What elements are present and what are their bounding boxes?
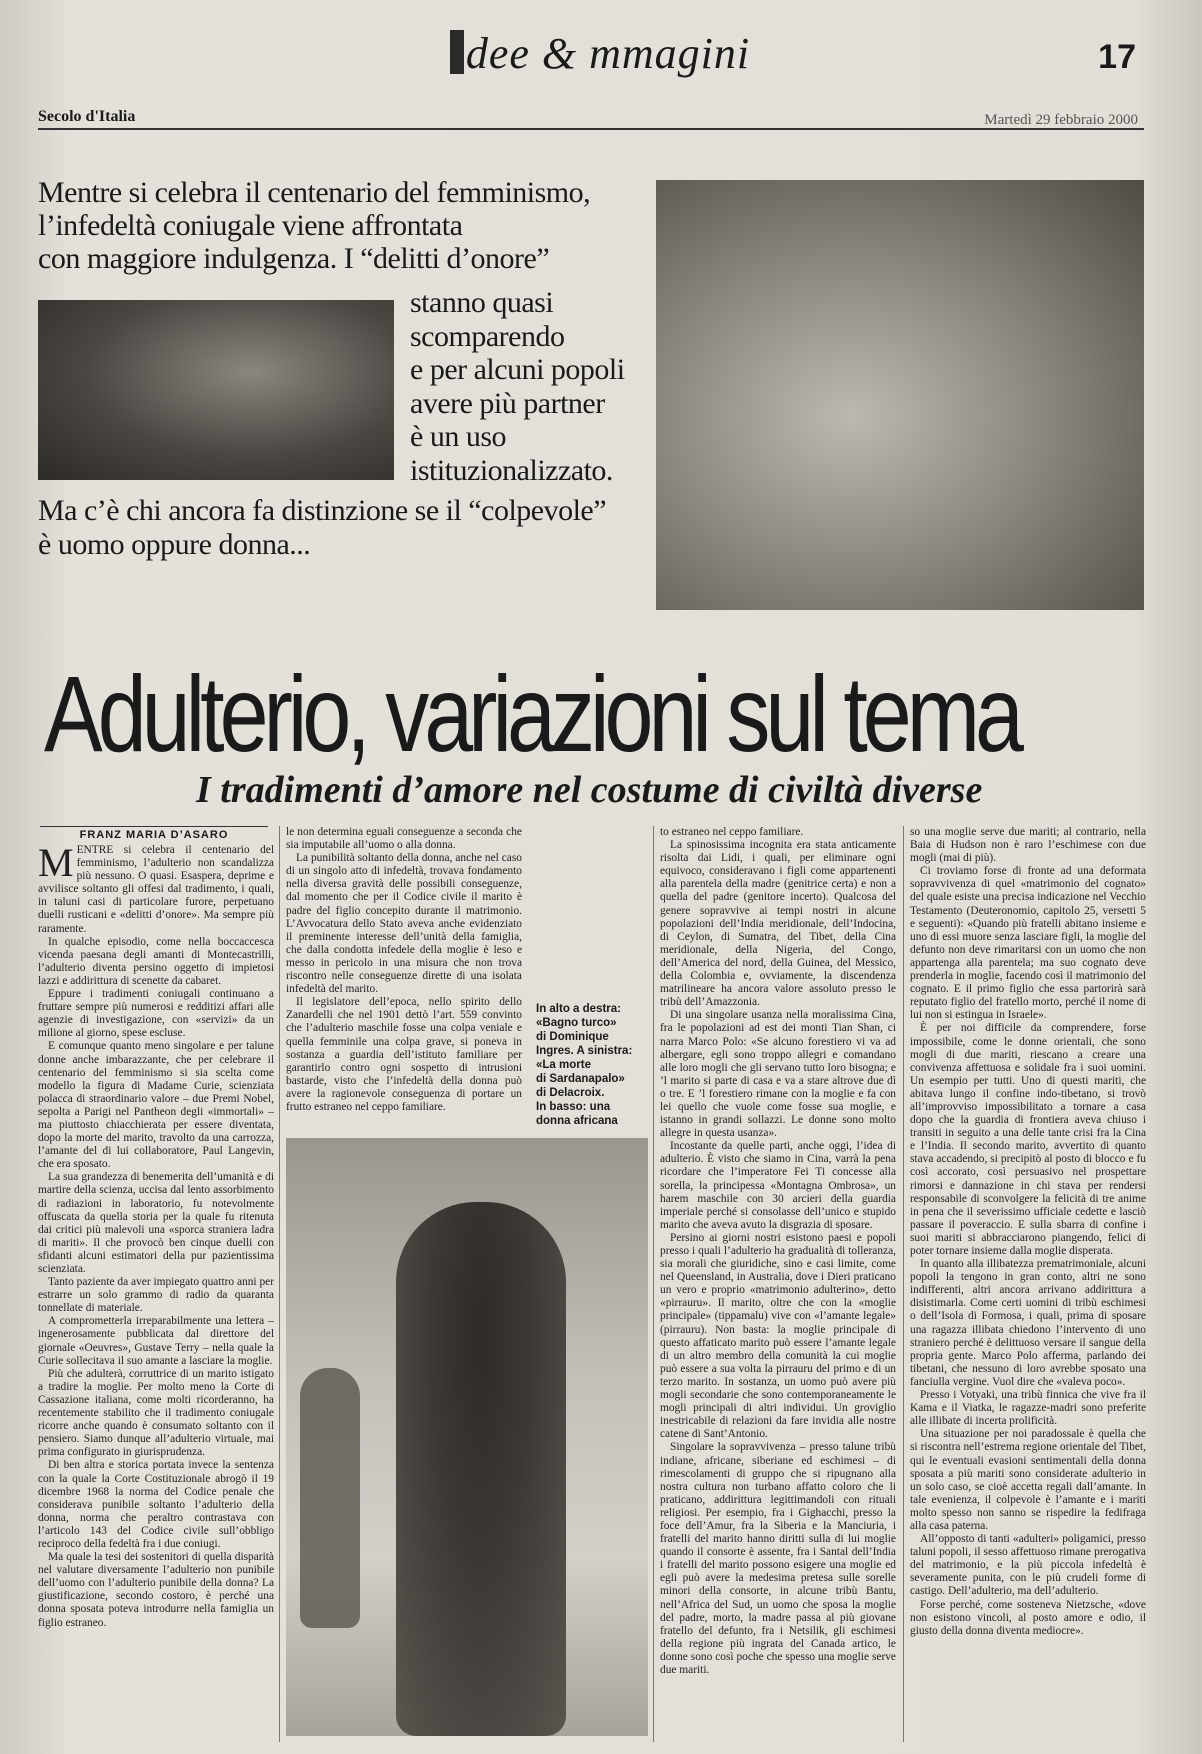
african-woman-photo [286, 1138, 648, 1736]
lead-line: è un uso [410, 420, 506, 453]
paragraph: Più che adulterà, corruttrice di un marito istigato a tradire la moglie. Per molto meno la Corte di Cassazione italiana, come molti ricorderanno, ha recentemente stabilito che il tradimento coniugale ricorre anche quando è consumato soltanto con il pensiero. Siamo dunque all’adulterio virtuale, mai prima configurato in giurisprudenza. [38, 1367, 274, 1459]
section-title-bar-left [450, 30, 464, 74]
lead-line: con maggiore indulgenza. I “delitti d’onore” [38, 242, 550, 275]
drop-cap: M [38, 844, 74, 885]
lead-line: Ma c’è chi ancora fa distinzione se il “colpevole” [38, 494, 607, 527]
paragraph: All’opposto di tanti «adulteri» poligamici, presso taluni popoli, il sesso affettuoso rimane prerogativa del matrimonio, e la più piccola infedeltà è severamente punita, con le più crudeli forme di castigo. Dell’adulterio, ma dell’adulterio. [910, 1533, 1146, 1598]
article-column-2 [286, 826, 522, 1126]
paragraph: Ci troviamo forse di fronte ad una deformata sopravvivenza di quel «matrimonio del cognato» del quale esiste una precisa indicazione nel Vecchio Testamento (Deuteronomio, capitolo 25, versetti 5 e seguenti): «Quando più fratelli abitano insieme e uno di essi muore senza lasciare figli, la moglie del defunto non deve rimaritarsi con un uomo che non appartenga alla parentela; ma suo cognato deve prenderla in moglie, facendo così il matrimonio del cognato. E il primo figlio che essa partorirà sarà reputato figlio del fratello morto, perché il nome di lui non si estingua in Israele». [910, 865, 1146, 1022]
section-title-text: dee & mmagini [465, 29, 751, 78]
lead-paragraph-right [410, 286, 670, 487]
delacroix-painting-image [38, 300, 394, 480]
column-divider [903, 826, 904, 1742]
header-rule [38, 128, 1144, 130]
lead-paragraph-top [38, 176, 638, 275]
paragraph: Il legislatore dell’epoca, nello spirito dello Zanardelli che nel 1901 dettò l’art. 559 convinto che l’adulterio maschile fosse una colpa veniale e quella femminile una colpa grave, si poneva in sostanza a guardia dell’istituto familiare per garantirlo contro ogni sospetto di intrusioni bastarde, visto che l’infedeltà della donna può avere la ragionevole conseguenza di portare un frutto estraneo nel ceppo familiare. [286, 996, 522, 1113]
paragraph: In qualche episodio, come nella boccaccesca vicenda paesana degli amanti di Montecastrilli, l’adulterio diventa persino oggetto di impietosi lazzi e addirittura di scenette da cabaret. [38, 935, 274, 987]
caption-line: «Bagno turco» [536, 1017, 617, 1029]
lead-line: è uomo oppure donna... [38, 527, 311, 561]
lead-line: avere più partner [410, 386, 605, 420]
column-divider [279, 826, 280, 1742]
child-silhouette [300, 1368, 360, 1628]
paragraph: Forse perché, come sosteneva Nietzsche, «dove non esistono vincoli, al posto amore e odio, il giusto della donna diventa mediocre». [910, 1598, 1146, 1637]
caption-line: di Delacroix. [536, 1087, 605, 1099]
paragraph: Ma quale la tesi dei sostenitori di quella disparità nel valutare diversamente l’adulterio non punibile dell’uomo con l’adulterio punibile della donna? La giustificazione, secondo costoro, è perché una donna sposata poteva introdurre nella famiglia un figlio estraneo. [38, 1551, 274, 1629]
paragraph: Persino ai giorni nostri esistono paesi e popoli presso i quali l’adulterio ha gradualità di tolleranza, sia morali che giuridiche, sino e casi limite, come nel Queensland, in Australia, dove i Dieri praticano un vero e proprio «matrimonio adulterino», detto «pirrauru». Il marito, oltre che con la «moglie principale» (tippamalu) vive con «l’amante legale» (pirrauru). Non basta: la moglie principale di questo affaticato marito può essere l’amante legale di un altro membro della comunità la cui moglie può essere a sua volta la pirrauru del primo e di un terzo marito. In sostanza, un uomo può avere più mogli secondarie che sono contemporaneamente le mogli principali di altri individui. Un groviglio inestricabile di relazioni da fare invidia alle nostre catene di Sant’Antonio. [660, 1231, 896, 1441]
lead-line: scomparendo [410, 319, 565, 353]
paragraph: ENTRE si celebra il centenario del femminismo, l’adulterio non scandalizza più nessuno. O quasi. Esaspera, deprime e avvilisce soltanto gli offesi dal tradimento, i quali, in taluni casi di particolare furore, perpetuano duelli rusticani e «delitti d’onore». Ma sempre più raramente. [38, 844, 274, 935]
article-column-3 [660, 826, 896, 1742]
paragraph: Di una singolare usanza nella moralissima Cina, fra le popolazioni ad est dei monti Tian Shan, ci narra Marco Polo: «Se alcuno forestiero vi va ad albergare, egli sono troppo allegri e comandano alle loro mogli che gli servano tutto loro bisogna; e ’l marito si parte di casa e va a stare altrove due dì o tre. E ’l forestiero rimane con la moglie e fa con lei quello che vuole come fosse sua moglie, e istanno in grandi sollazzi. Le donne sono molto allegre in questa usanza». [660, 1009, 896, 1140]
lead-paragraph-bottom [38, 494, 678, 561]
woman-figure [396, 1202, 566, 1736]
paragraph: È per noi difficile da comprendere, forse impossibile, come le donne orientali, che sono mogli di due mariti, riescano a creare una convivenza affettuosa e solidale fra i suoi uomini. Un esempio per tutti. Uno di questi mariti, che abitava lungo il confine indo-tibetano, si trovò all’improvviso impossibilitato a tornare a casa dopo che la guardia di frontiera aveva chiuso i transiti in seguito a una delle tante crisi fra la Cina e l’India. Il secondo marito, avvertito di quanto stava accadendo, si precipitò al posto di blocco e fu così accorato, così persuasivo nel prospettare rimorsi e dannazione in chi stava per rendersi responsabile di sconvolgere la felicità di tre anime in pena che il severissimo ufficiale cedette e lasciò passare il poveraccio. E sulla sbarra di confine i suoi mariti si abbracciarono piangendo, felici di poter tornare insieme dalla moglie disperata. [910, 1022, 1146, 1257]
newspaper-name: Secolo d'Italia [38, 108, 136, 125]
caption-line: Ingres. A sinistra: [536, 1045, 633, 1057]
paragraph: La punibilità soltanto della donna, anche nel caso di un singolo atto di infedeltà, trovava fondamento nella diversa gravità delle possibili conseguenze, dal momento che per il Codice civile il marito è padre del figlio concepito durante il matrimonio. L’Avvocatura dello Stato aveva anche evidenziato il preminente interesse dell’unità della famiglia, che dalla condotta infedele della moglie è leso e messo in pericolo in una misura che non trova riscontro nelle conseguenze dirette di una isolata infedeltà del marito. [286, 852, 522, 996]
page-number: 17 [1098, 38, 1136, 76]
paragraph: La sua grandezza di benemerita dell’umanità e di martire della scienza, uccisa dal lento assorbimento di radiazioni in laboratorio, fu notevolmente offuscata da quella storia per la quale fu ritenuta dai critici più malevoli una «sporca straniera ladra di mariti». Il che provocò ben cinque duelli con sfidanti alcuni estimatori della pur pazientissima scienziata. [38, 1171, 274, 1275]
paragraph: Incostante da quelle parti, anche oggi, l’idea di adulterio. È visto che siamo in Cina, varrà la pena ricordare che l’imperatore Fei Ti concesse alla sorella, la principessa «Montagna Ombrosa», un harem maschile con 30 arcieri della guardia imperiale perché si consolasse dell’unico e stupido marito che aveva avuto la disgrazia di sposare. [660, 1140, 896, 1231]
paragraph: le non determina eguali conseguenze a seconda che sia imputabile all’uomo o alla donna. [286, 826, 522, 852]
caption-line: di Dominique [536, 1031, 609, 1043]
section-title [420, 28, 780, 79]
lead-line: stanno quasi [410, 286, 554, 319]
paragraph: Tanto paziente da aver impiegato quattro anni per estrarre un solo grammo di radio da quaranta tonnellate di materiale. [38, 1276, 274, 1315]
paragraph: In quanto alla illibatezza prematrimoniale, alcuni popoli la tengono in gran conto, altri ne sono indifferenti, altri ancora arrivano addirittura a disistimarla. Come certi uomini di tribù eschimesi o dell’Isola di Formosa, i quali, prima di sposare una ragazza illibata chiedono l’intervento di uno straniero perché è delittuoso versare il sangue della propria gente. Marco Polo afferma, parlando dei tibetani, che nessuno di loro avrebbe sposato una fanciulla vergine. Vuol dire che «valeva poco». [910, 1258, 1146, 1388]
ingres-bagno-turco-image [656, 180, 1144, 610]
caption-line: In basso: una [536, 1101, 611, 1113]
article-column-1 [38, 844, 274, 1742]
image-caption [536, 1002, 648, 1128]
article-column-4 [910, 826, 1146, 1742]
caption-line: In alto a destra: [536, 1003, 621, 1015]
caption-line: donna africana [536, 1115, 618, 1127]
lead-line: Mentre si celebra il centenario del femminismo, [38, 176, 591, 209]
paragraph: Singolare la sopravvivenza – presso talune tribù indiane, africane, siberiane ed eschimesi – di rimescolamenti di gruppo che si ripugnano alla nostra cultura non turbano affatto coloro che li praticano, addirittura legittimandoli con rituali religiosi. Per esempio, fra i Gighacchi, presso la foce dell’Amur, fra la Siberia e la Manciuria, i fratelli del marito hanno diritti sulla di lui moglie quando il consorte è assente, fra i Santal dell’India i fratelli del marito possono esigere una moglie ed egli può avere la medesima pretesa sulle sorelle minori della consorte, in alcune tribù Bantu, nell’Africa del Sud, un uomo che sposa la moglie del padre, morto, la madre passa al più giovane fratello del defunto, fra i Netsilik, gli eschimesi della regione più ingrata del Canada artico, le donne sono così poche che spesso una moglie serve due mariti. [660, 1441, 896, 1676]
paragraph: La spinosissima incognita era stata anticamente risolta dai Lidi, i quali, per eliminare ogni equivoco, consideravano i figli come appartenenti alla parentela della madre (genitrice certa) e non a quella del padre (genitore incerto). Qualcosa del genere sopravvive ai tempi nostri in alcune popolazioni dell’India meridionale, dell’Indocina, di Ceylon, di Sumatra, del Tibet, della Cina meridionale, della Nigeria, del Congo, dell’America del nord, della Guinea, del Messico, della Colombia e, ovviamente, la discendenza matrilineare ha ancora valore assoluto presso le tribù dell’Amazzonia. [660, 839, 896, 1009]
paragraph: to estraneo nel ceppo familiare. [660, 826, 804, 838]
paragraph: A comprometterla irreparabilmente una lettera – ingenerosamente pubblicata dal direttore del giornale «Oeuvres», Gustave Terry – nella quale la Curie sollecitava il suo amante a lasciare la moglie. [38, 1315, 274, 1367]
paragraph: Presso i Votyaki, una tribù finnica che vive fra il Kama e il Viatka, le ragazze-madri sono preferite alle illibate di incerta prolificità. [910, 1389, 1146, 1428]
paragraph: so una moglie serve due mariti; al contrario, nella Baia di Hudson non è raro l’eschimese con due mogli (mai di più). [910, 826, 1146, 865]
article-headline: Adulterio, variazioni sul tema [44, 653, 1019, 774]
lead-line: e per alcuni popoli [410, 353, 625, 386]
article-byline: FRANZ MARIA D’ASARO [40, 826, 268, 841]
lead-line: istituzionalizzato. [410, 453, 613, 487]
issue-date: Martedì 29 febbraio 2000 [984, 112, 1138, 128]
article-subheadline: I tradimenti d’amore nel costume di civiltà diverse [196, 769, 983, 811]
caption-line: «La morte [536, 1059, 591, 1071]
column-divider [653, 826, 654, 1742]
paragraph: Eppure i tradimenti coniugali continuano a fruttare sempre più numerosi e redditizi affari alle agenzie di investigazione, con «servizi» da un milione al giorno, spese escluse. [38, 988, 274, 1040]
paragraph: Una situazione per noi paradossale è quella che si riscontra nell’estrema regione orientale del Tibet, qui le eventuali evasioni sentimentali della donna sposata a più mariti sono considerate adulterio in un solo caso, se cioè accetta regali dall’amante. In tale evenienza, il colpevole è l’amante e i mariti molto spesso non sanno se rispedire la fedifraga alla casa paterna. [910, 1428, 1146, 1532]
paragraph: Di ben altra e storica portata invece la sentenza con la quale la Corte Costituzionale abrogò il 19 dicembre 1968 la norma del Codice penale che considerava punibile soltanto l’adulterio della donna, norma che peraltro contrastava con l’articolo 143 del Codice civile sull’obbligo reciproco della fedeltà fra i due coniugi. [38, 1459, 274, 1550]
caption-line: di Sardanapalo» [536, 1073, 625, 1085]
paragraph: E comunque quanto meno singolare e per talune donne anche imbarazzante, che per celebrare il centenario del femminismo si sia scelta come modello la figura di Madame Curie, scienziata polacca di straordinario valore – due Premi Nobel, sepolta a Parigi nel Pantheon degli «immortali» – ma piuttosto chiacchierata per essere diventata, dopo la morte del marito, travolto da una carrozza, l’amante del di lui collaboratore, Paul Langevin, che era sposato. [38, 1040, 274, 1171]
lead-line: l’infedeltà coniugale viene affrontata [38, 209, 463, 242]
